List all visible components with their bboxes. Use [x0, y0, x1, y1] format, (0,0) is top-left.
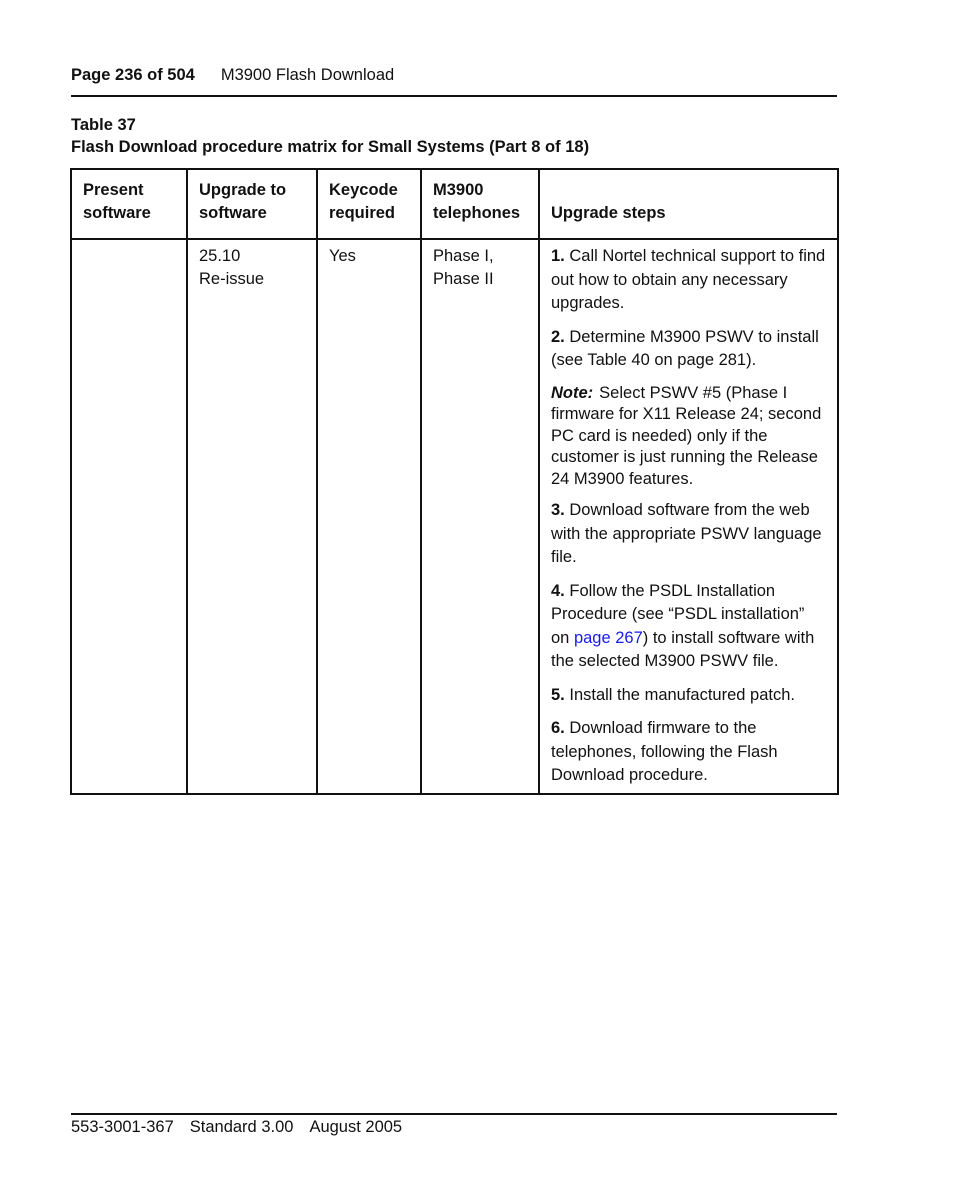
- cell-upgrade-steps: [539, 239, 838, 794]
- document-number: 553-3001-367: [71, 1118, 174, 1136]
- note: Note: Select PSWV #5 (Phase I firmware for X11 Release 24; second PC card is needed) only if the customer is just running the Release 24 M3900 features.: [551, 383, 822, 488]
- page-footer: [71, 1118, 418, 1137]
- procedure-matrix-table: [70, 168, 839, 795]
- header-m3900-telephones: M3900 telephones: [421, 169, 539, 239]
- publication-date: August 2005: [309, 1118, 403, 1136]
- page-header: [71, 66, 394, 85]
- table-caption: [71, 114, 589, 158]
- step-3: 3. Download software from the web with the appropriate PSWV language file.: [551, 501, 822, 566]
- note-label: Note:: [551, 383, 594, 402]
- step-1: 1. Call Nortel technical support to find out how to obtain any necessary upgrades.: [551, 247, 826, 312]
- document-title: M3900 Flash Download: [220, 66, 395, 84]
- step-2: 2. Determine M3900 PSWV to install (see Table 40 on page 281).: [551, 327, 819, 369]
- table-row: [71, 239, 838, 794]
- table-header-row: [71, 169, 838, 239]
- header-present-software: Present software: [71, 169, 187, 239]
- table-title: Flash Download procedure matrix for Small Systems (Part 8 of 18): [71, 138, 590, 156]
- cell-present-software: [71, 239, 187, 794]
- page-number: Page 236 of 504: [71, 66, 195, 84]
- cell-telephones: Phase I, Phase II: [421, 239, 539, 794]
- step-5: 5. Install the manufactured patch.: [551, 685, 795, 704]
- step-4: 4. Follow the PSDL Installation Procedure (see “PSDL installation” on page 267) to install software with the selected M3900 PSWV file.: [551, 581, 815, 670]
- footer-rule: [71, 1113, 837, 1115]
- header-rule: [71, 95, 837, 97]
- page-267-link[interactable]: page 267: [573, 628, 643, 647]
- header-upgrade-to-software: Upgrade to software: [187, 169, 317, 239]
- header-keycode-required: Keycode required: [317, 169, 421, 239]
- step-6: 6. Download firmware to the telephones, following the Flash Download procedure.: [551, 719, 778, 784]
- header-upgrade-steps: Upgrade steps: [539, 169, 838, 239]
- table-number: Table 37: [71, 116, 136, 134]
- cell-upgrade-to: 25.10 Re-issue: [187, 239, 317, 794]
- cell-keycode: Yes: [317, 239, 421, 794]
- standard-version: Standard 3.00: [189, 1118, 294, 1136]
